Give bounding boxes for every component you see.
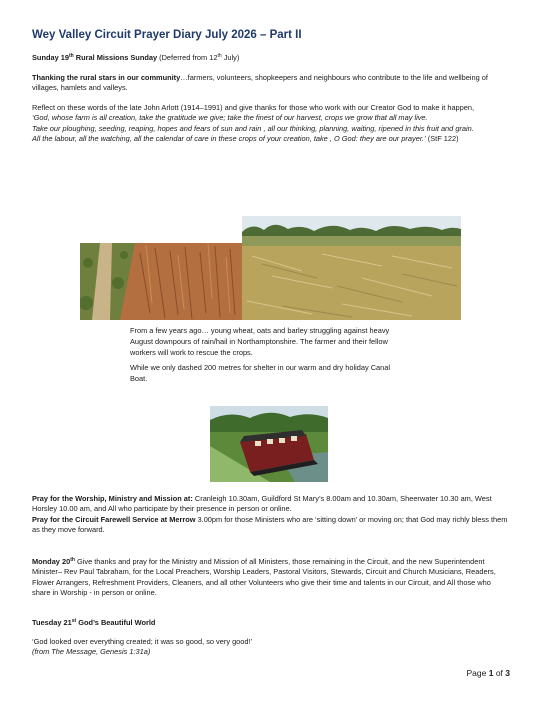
sunday-day: Sunday 19	[32, 53, 69, 62]
quote-reference: (from The Message, Genesis 1:31a)	[32, 647, 151, 657]
prayer-line-2: Take our ploughing, seeding, reaping, hopes and fears of sun and rain , all our thinking, planning, waiting, ripened in this fruit and grain.	[32, 123, 474, 133]
page-number	[467, 668, 511, 678]
crop-path-photo	[80, 243, 242, 320]
quote-text: ‘God looked over everything created; it was so good, so very good!’	[32, 637, 253, 646]
genesis-quote	[32, 637, 510, 658]
page-title: Wey Valley Circuit Prayer Diary July 2026 – Part II	[32, 29, 302, 41]
sunday-title: Rural Missions Sunday	[73, 53, 158, 62]
caption-canal-boat: While we only dashed 200 metres for shelter in our warm and dry holiday Canal Boat.	[130, 363, 391, 383]
caption-crops: From a few years ago… young wheat, oats and barley struggling against heavy August downpours of rain/hail in Northamptonshire. The farmer and their fellow workers will work to rescue the crops.	[130, 326, 390, 357]
page-current: 1	[488, 668, 494, 678]
reflect-intro: Reflect on these words of the late John Arlott (1914–1991) and give thanks for those who work with our Creator God to make it happen,	[32, 103, 475, 112]
page-label: Page	[466, 668, 489, 678]
tuesday-heading	[32, 618, 510, 628]
tuesday-day-suffix: st	[71, 618, 77, 624]
farewell-text: 3.00pm for those Ministers who are ‘sitting down’ or moving on; that God may richly bless them as they move forward.	[32, 514, 508, 535]
page-of: of	[493, 668, 506, 678]
deferred-note-start: (Deferred from 12	[157, 53, 218, 62]
page-total: 3	[505, 668, 510, 678]
prayer-line-1: ‘God, whose farm is all creation, take the gratitude we give; take the finest of our harvest, crops we grow that all may live.	[32, 113, 428, 123]
monday-day-suffix: th	[70, 557, 75, 563]
worship-text: Cranleigh 10.30am, Guildford St Mary’s 8.00am and 10.30am, Sheerwater 10.30 am, West Horsley 10.00 am, and All who participate by their presence in person or online.	[32, 494, 492, 514]
prayer-reference: (StF 122)	[425, 134, 459, 144]
tuesday-day: Tuesday 21	[32, 618, 72, 627]
barley-field-image	[242, 216, 461, 320]
worship-paragraph	[32, 494, 510, 536]
worship-heading: Pray for the Worship, Ministry and Mission at:	[32, 494, 193, 503]
thanking-paragraph	[32, 73, 510, 94]
thanking-heading: Thanking the rural stars in our community	[32, 73, 181, 82]
barley-field-photo	[242, 216, 461, 320]
photo-caption	[124, 320, 410, 400]
canal-boat-photo	[210, 406, 328, 482]
sunday-day-suffix: th	[68, 53, 74, 59]
prayer-line-3: All the labour, all the watching, all the calendar of care in these crops of your creation, take , O God: they are our prayer.’	[32, 134, 426, 144]
reflection-block	[32, 103, 510, 145]
monday-paragraph	[32, 557, 510, 599]
farewell-heading: Pray for the Circuit Farewell Service at Merrow	[32, 514, 196, 524]
monday-text: Give thanks and pray for the Ministry and Mission of all Ministers, those remaining in the Circuit, and the new Superintendent Minister– Rev Paul Tabraham, for the Local Preachers, Worship Leaders, Pastoral Visitors, Stewards, Circuit and Church Musicians, Readers, Flower Arrangers, Refreshment Providers, Cleaners, and all other Volunteers who give their time and talents in our Circuit, and All those who share in Worship - in person or online.	[32, 557, 496, 598]
monday-day: Monday 20	[32, 557, 71, 566]
deferred-note-suffix: th	[217, 53, 222, 59]
crop-path-image	[80, 243, 242, 320]
tuesday-title: God’s Beautiful World	[76, 618, 156, 627]
canal-boat-image	[210, 406, 328, 482]
thanking-text: …farmers, volunteers, shopkeepers and neighbours who contribute to the life and wellbeing of villages, hamlets and valleys.	[32, 73, 488, 93]
deferred-note-end: July)	[221, 53, 240, 62]
sunday-heading	[32, 53, 510, 63]
